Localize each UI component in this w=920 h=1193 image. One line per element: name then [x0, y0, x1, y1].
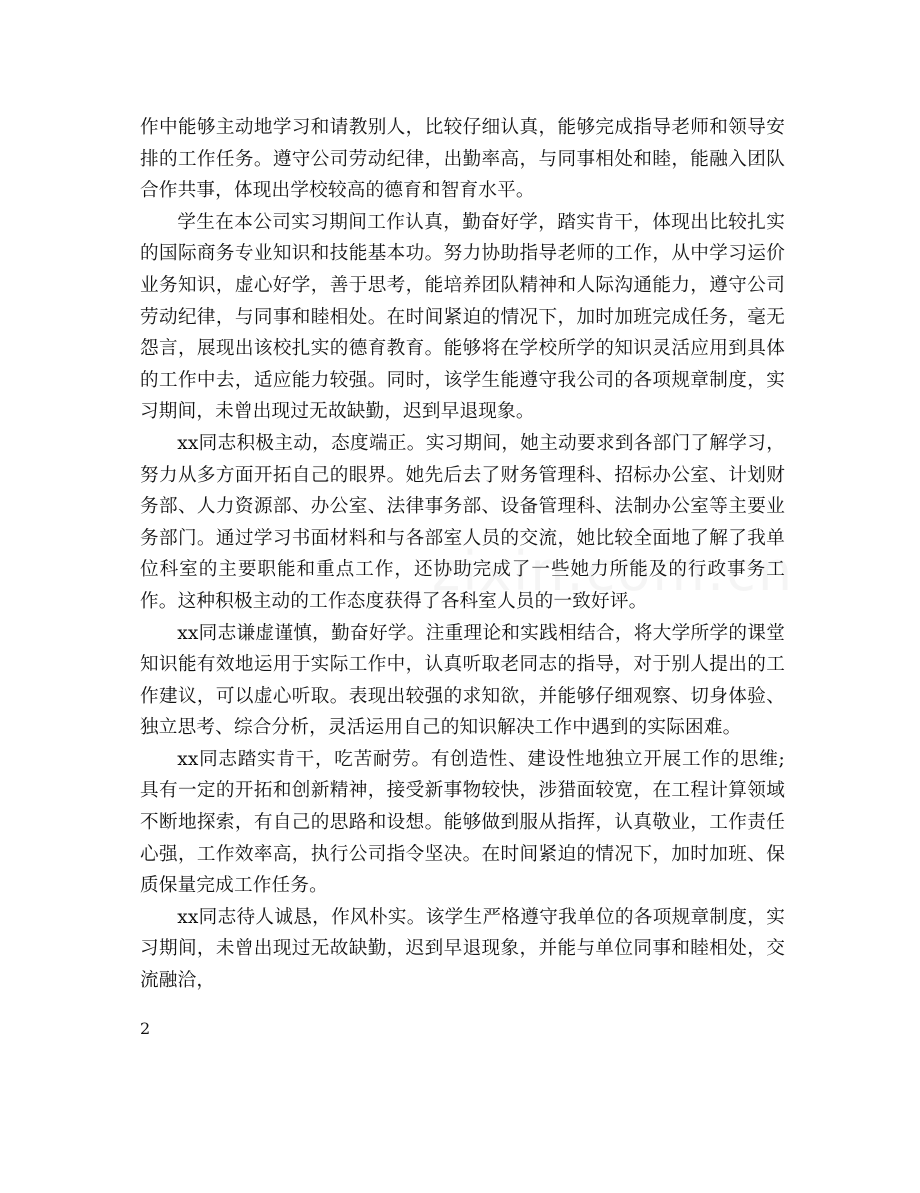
paragraph-4: xx同志谦虚谨慎，勤奋好学。注重理论和实践相结合，将大学所学的课堂知识能有效地运用于实际工作中，认真听取老同志的指导，对于别人提出的工作建议，可以虚心听取。表现出较强的求知欲，并能够仔细观察、切身体验、独立思考、综合分析，灵活运用自己的知识解决工作中遇到的实际困难。	[140, 622, 785, 739]
page-number: 2	[140, 1019, 151, 1038]
paragraph-1: 作中能够主动地学习和请教别人，比较仔细认真，能够完成指导老师和领导安排的工作任务。遵守公司劳动纪律，出勤率高，与同事相处和睦，能融入团队合作共事，体现出学校较高的德育和智育水平。	[140, 117, 785, 202]
paragraph-6: xx同志待人诚恳，作风朴实。该学生严格遵守我单位的各项规章制度，实习期间，未曾出现过无故缺勤，迟到早退现象，并能与单位同事和睦相处，交流融洽，	[140, 906, 785, 992]
paragraph-5: xx同志踏实肯干，吃苦耐劳。有创造性、建设性地独立开展工作的思维;具有一定的开拓和创新精神，接受新事物较快，涉猎面较宽，在工程计算领域不断地探索，有自己的思路和设想。能够做到服从指挥，认真敬业，工作责任心强，工作效率高，执行公司指令坚决。在时间紧迫的情况下，加时加班、保质保量完成工作任务。	[140, 748, 785, 897]
document-body	[140, 112, 785, 997]
paragraph-2: 学生在本公司实习期间工作认真，勤奋好学，踏实肯干，体现出比较扎实的国际商务专业知识和技能基本功。努力协助指导老师的工作，从中学习运价业务知识，虚心好学，善于思考，能培养团队精神和人际沟通能力，遵守公司劳动纪律，与同事和睦相处。在时间紧迫的情况下，加时加班完成任务，毫无怨言，展现出该校扎实的德育教育。能够将在学校所学的知识灵活应用到具体的工作中去，适应能力较强。同时，该学生能遵守我公司的各项规章制度，实习期间，未曾出现过无故缺勤，迟到早退现象。	[140, 211, 785, 423]
paragraph-3: xx同志积极主动，态度端正。实习期间，她主动要求到各部门了解学习，努力从多方面开拓自己的眼界。她先后去了财务管理科、招标办公室、计划财务部、人力资源部、办公室、法律事务部、设备管理科、法制办公室等主要业务部门。通过学习书面材料和与各部室人员的交流，她比较全面地了解了我单位科室的主要职能和重点工作，还协助完成了一些她力所能及的行政事务工作。这种积极主动的工作态度获得了各科室人员的一致好评。	[140, 432, 785, 612]
